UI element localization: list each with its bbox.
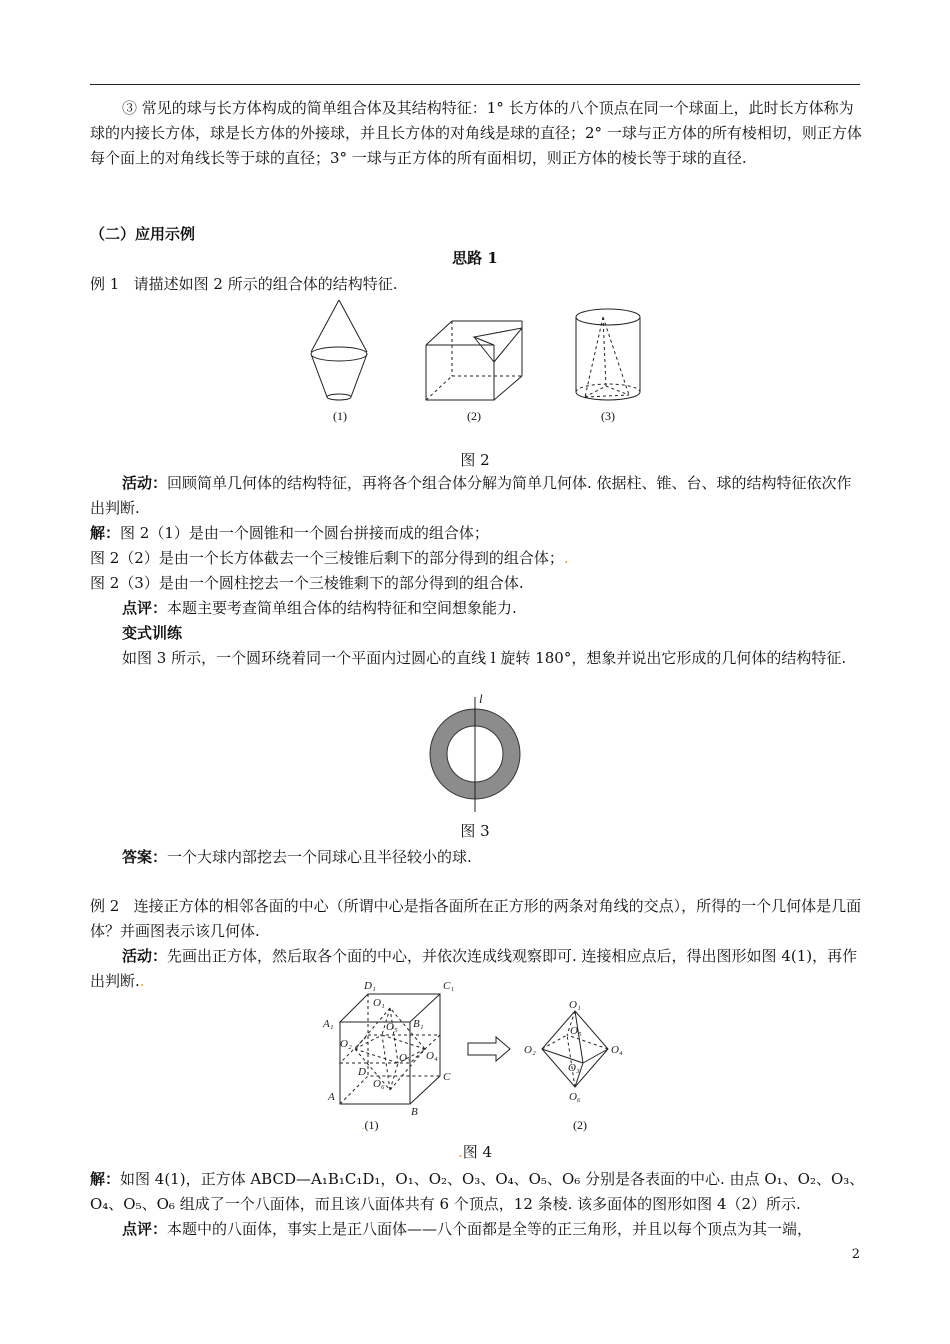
answer: 答案：一个大球内部挖去一个同球心且半径较小的球.	[122, 848, 472, 866]
activity-1	[90, 471, 865, 521]
activity-1-text: 回顾简单几何体的结构特征，再将各个组合体分解为简单几何体. 依据柱、锥、台、球的结构特征依次作出判断.	[90, 474, 852, 517]
fig4-label-O3: O₃	[399, 1052, 411, 1064]
activity-2-label: 活动：	[122, 947, 168, 965]
fig4-label-O6: O₆	[373, 1078, 385, 1090]
activity-2: 活动：先画出正方体，然后取各个面的中心，并依次连成线观察即可. 连接相应点后，得出图形如图 4(1)，再作出判断..	[90, 947, 858, 990]
fig4-octahedron	[542, 1011, 608, 1087]
fig4-label-O1: O₁	[373, 997, 385, 1009]
fig4-label-D1: D₁	[364, 980, 376, 992]
fig4-arrow	[468, 1037, 510, 1061]
comment-1: 点评：本题主要考查简单组合体的结构特征和空间想象能力.	[122, 599, 517, 617]
fig4-label-A1: A₁	[323, 1018, 334, 1030]
fig3-ring	[439, 718, 512, 791]
fig4-label-O2: O₂	[340, 1038, 352, 1050]
page-number: 2	[851, 1247, 860, 1262]
fig4-oct-O5: O₅	[570, 1025, 582, 1037]
example-2: 例 2 连接正方体的相邻各面的中心（所谓中心是指各面所在正方形的两条对角线的交点），所得的一个几何体是几面体？并画图表示该几何体.	[90, 897, 862, 940]
fig4-oct-O1: O₁	[569, 999, 581, 1011]
fig4-label-B1: B₁	[413, 1018, 424, 1030]
fig4-label-B: B	[411, 1106, 418, 1118]
fig4-oct-O4: O₄	[611, 1044, 623, 1056]
comment-2-label: 点评：	[122, 1220, 168, 1238]
fig4-cube	[340, 994, 440, 1104]
fig4-label-O5: O₅	[386, 1021, 398, 1033]
example-2-label: 例 2	[90, 897, 120, 915]
example-1-text: 请描述如图 2 所示的组合体的结构特征.	[133, 275, 398, 293]
fig4-label-C: C	[443, 1071, 451, 1083]
fig2-sub3: (3)	[601, 409, 615, 423]
solution-1-line2: 图 2（2）是由一个长方体截去一个三棱锥后剩下的部分得到的组合体；.	[90, 549, 569, 567]
comment-1-label: 点评：	[122, 599, 168, 617]
fig2-cone-frustum	[311, 300, 367, 400]
fig4-caption: .图 4	[457, 1143, 493, 1161]
answer-label: 答案：	[122, 848, 168, 866]
fig4-oct-O3: O₃	[568, 1062, 580, 1074]
fig4-sub2: (2)	[573, 1118, 587, 1132]
fig2-sub2: (2)	[467, 409, 481, 423]
subheading: 思路 1	[452, 249, 498, 267]
variant-heading: 变式训练	[122, 624, 183, 642]
activity-1-label: 活动：	[122, 474, 168, 492]
fig3-axis-label: l	[479, 691, 483, 706]
fig4-label-A: A	[328, 1091, 335, 1103]
example-1-label: 例 1	[90, 275, 120, 293]
fig2-truncated-box	[426, 321, 522, 400]
variant-text: 如图 3 所示，一个圆环绕着同一个平面内过圆心的直线 l 旋转 180°，想象并说出它形成的几何体的结构特征.	[122, 649, 847, 667]
fig4-label-D: D	[358, 1066, 366, 1078]
solution-1-label: 解：	[90, 524, 121, 542]
fig4-oct-O6: O₆	[569, 1091, 581, 1103]
example-1	[90, 272, 865, 297]
fig2-caption: 图 2	[460, 451, 490, 469]
comment-2: 点评：本题中的八面体，事实上是正八面体——八个面都是全等的正三角形，并且以每个顶点为其一端，	[122, 1220, 813, 1238]
fig4-oct-O2: O₂	[524, 1044, 536, 1056]
solution-2: 解：如图 4(1)，正方体 ABCD—A₁B₁C₁D₁，O₁、O₂、O₃、O₄、O₅、O₆ 分别是各表面的中心. 由点 O₁、O₂、O₃、O₄、O₅、O₆ 组成了一个八面体，而且该八面体共有 6 个顶点，12 条棱. 该多面体的图形如图 4（2）所示.	[90, 1170, 865, 1213]
fig2-sub1: (1)	[333, 409, 347, 423]
solution-2-label: 解：	[90, 1170, 121, 1188]
solution-1-line3: 图 2（3）是由一个圆柱挖去一个三棱锥剩下的部分得到的组合体.	[90, 574, 524, 592]
section-heading: （二）应用示例	[90, 225, 196, 243]
intro-paragraph: ③ 常见的球与长方体构成的简单组合体及其结构特征：1° 长方体的八个顶点在同一个球面上，此时长方体称为球的内接长方体，球是长方体的外接球，并且长方体的对角线是球的直径；2° 一球与正方体的所有棱相切，则正方体每个面上的对角线长等于球的直径；3° 一球与正方体的所有面相切，则正方体的棱长等于球的直径.	[90, 99, 862, 167]
fig4-sub1: .(1)	[361, 1118, 379, 1132]
solution-1-line1: 解：图 2（1）是由一个圆锥和一个圆台拼接而成的组合体；	[90, 524, 489, 542]
fig3-caption: 图 3	[460, 822, 490, 840]
header-rule	[90, 84, 860, 85]
fig2-cylinder-pyramid	[576, 309, 640, 400]
fig4-label-O4: O₄	[426, 1050, 438, 1062]
fig4-label-C1: C₁	[443, 980, 455, 992]
